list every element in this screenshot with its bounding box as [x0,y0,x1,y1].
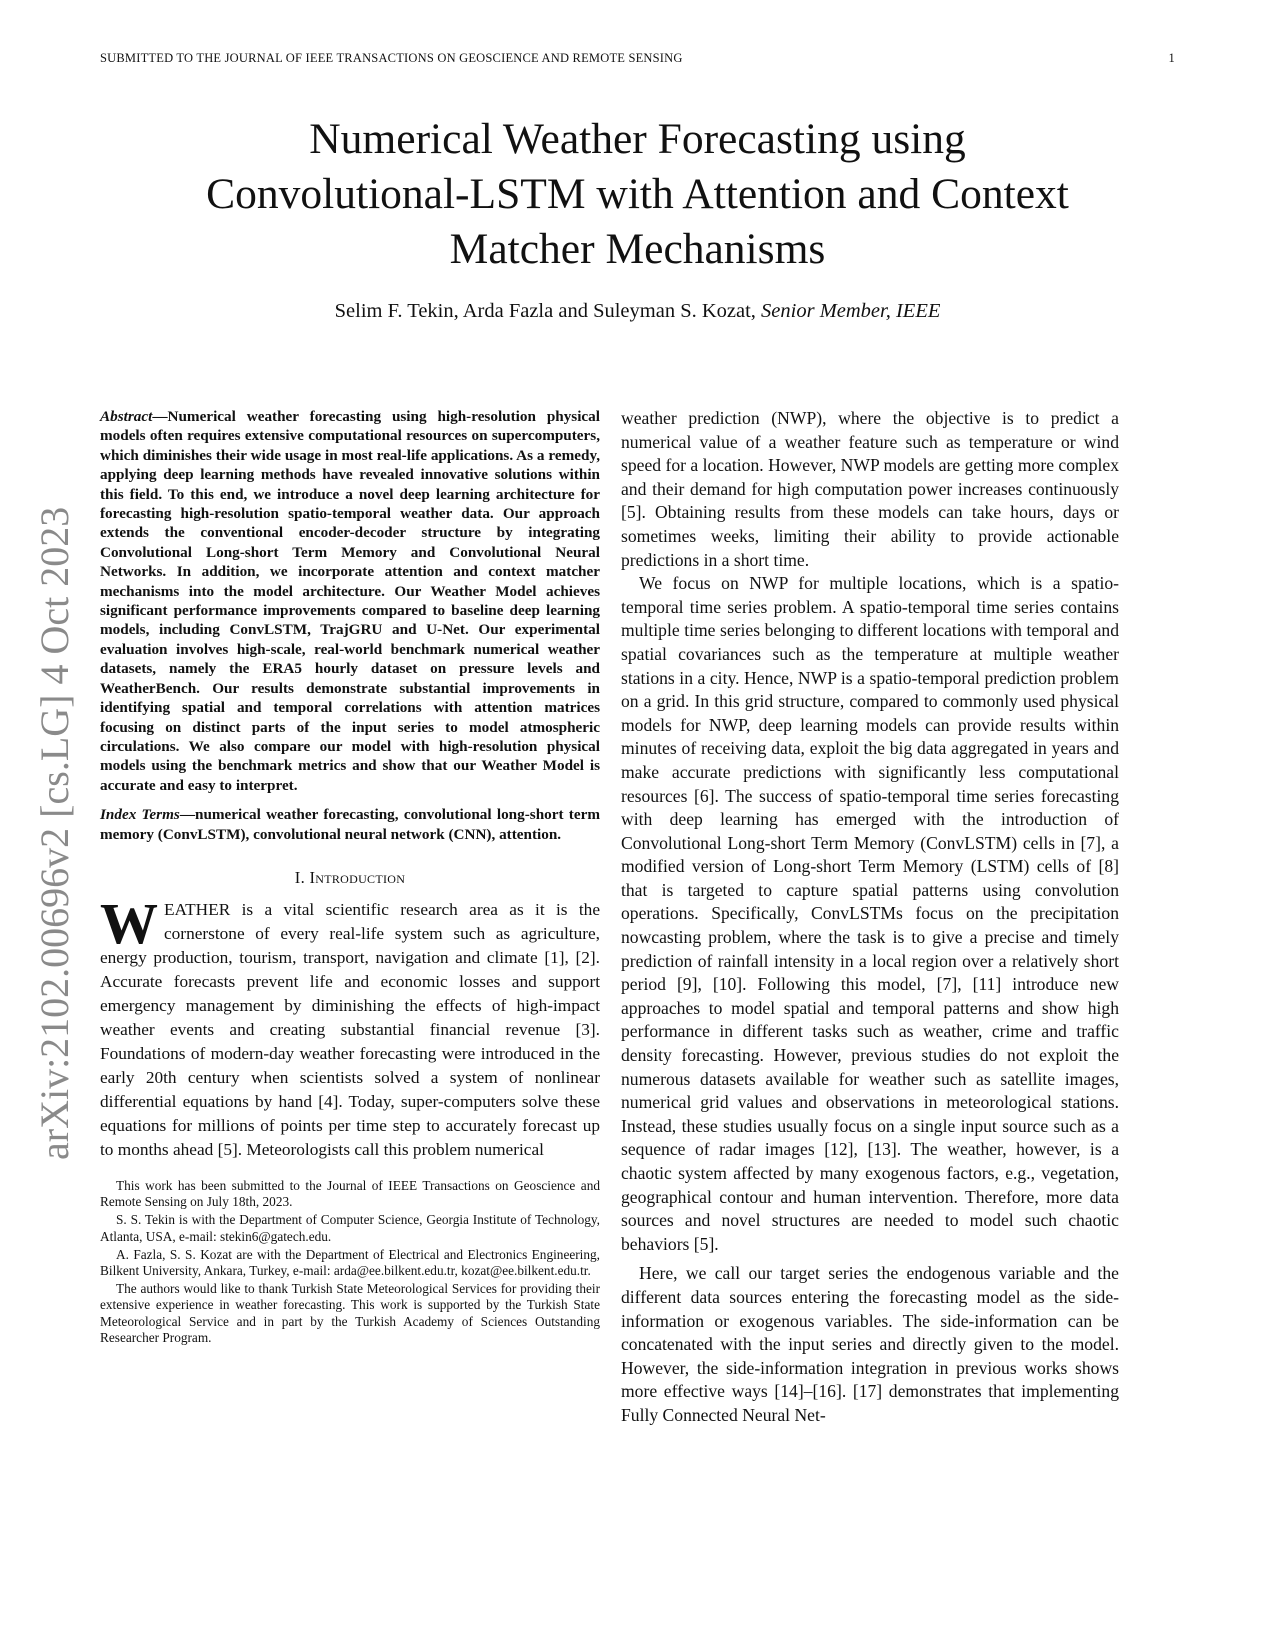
index-terms-text: —numerical weather forecasting, convolutional long-short term memory (ConvLSTM), convolutional neural network (CNN), attention. [100,806,600,843]
author-role: Senior Member, IEEE [761,300,941,322]
title-line: Numerical Weather Forecasting using [309,115,966,163]
intro-paragraph [100,890,600,1162]
intro-text: EATHER is a vital scientific research area as it is the cornerstone of every real-life system such as agriculture, energy production, tourism, transport, navigation and climate [1], [2]. Accurate forecasts prevent life and economic losses and support emergency management by diminishing the effects of high-impact weather events and creating substantial financial revenue [3]. Foundations of modern-day weather forecasting were introduced in the early 20th century when scientists solved a system of nonlinear differential equations by hand [4]. Today, super-computers solve these equations for millions of points per time step to accurately forecast up to months ahead [5]. Meteorologists call this problem numerical [100,899,600,1159]
title-line: Matcher Mechanisms [449,225,826,273]
running-header [100,51,1175,66]
abstract [100,407,600,795]
footnotes [100,1178,600,1346]
title-line: Convolutional-LSTM with Attention and Context [206,170,1069,218]
footnote: A. Fazla, S. S. Kozat are with the Department of Electrical and Electronics Engineering, Bilkent University, Ankara, Turkey, e-mail: arda@ee.bilkent.edu.tr, kozat@ee.bilkent.edu.tr. [100,1246,600,1278]
right-column [621,407,1119,1428]
abstract-lead: Abstract [100,408,153,425]
drop-cap: W [100,890,158,956]
body-paragraph: Here, we call our target series the endogenous variable and the different data sources entering the forecasting model as the side-information or exogenous variables. The side-information can be concatenated with the input series and directly given to the model. However, the side-information integration in previous works shows more effective ways [14]–[16]. [17] demonstrates that implementing Fully Connected Neural Net- [621,1263,1119,1425]
footnote: S. S. Tekin is with the Department of Computer Science, Georgia Institute of Technology, Atlanta, USA, e-mail: stekin6@gatech.edu. [100,1212,600,1244]
index-terms-lead: Index Terms [100,806,180,824]
footnote: This work has been submitted to the Journal of IEEE Transactions on Geoscience and Remote Sensing on July 18th, 2023. [100,1177,600,1210]
journal-name: SUBMITTED TO THE JOURNAL OF IEEE TRANSACTIONS ON GEOSCIENCE AND REMOTE SENSING [100,51,683,65]
paper-title [100,112,1175,277]
abstract-text: —Numerical weather forecasting using high-resolution physical models often requires extensive computational resources on supercomputers, which diminishes their wide usage in most real-life applications. As a remedy, applying deep learning methods have revealed innovative solutions within this field. To this end, we introduce a novel deep learning architecture for forecasting high-resolution spatio-temporal weather data. Our approach extends the conventional encoder-decoder structure by integrating Convolutional Long-short Term Memory and Convolutional Neural Networks. In addition, we incorporate attention and context matcher mechanisms into the model architecture. Our Weather Model achieves significant performance improvements compared to baseline deep learning models, including ConvLSTM, TrajGRU and U-Net. Our experimental evaluation involves high-scale, real-world benchmark numerical weather datasets, namely the ERA5 hourly dataset on pressure levels and WeatherBench. Our results demonstrate substantial improvements in identifying spatial and temporal correlations with attention matrices focusing on distinct parts of the input series to model atmospheric circulations. We also compare our model with high-resolution physical models using the benchmark metrics and show that our Weather Model is accurate and easy to interpret. [100,408,600,794]
index-terms [100,805,600,844]
body-paragraph: weather prediction (NWP), where the objective is to predict a numerical value of a weather feature such as temperature or wind speed for a location. However, NWP models are getting more complex and their demand for high computation power increases continuously [5]. Obtaining results from these models can take hours, days or sometimes weeks, limiting their ability to provide actionable predictions in a short time. [621,408,1119,570]
author-names: Selim F. Tekin, Arda Fazla and Suleyman S. Kozat, [334,300,756,322]
author-line [100,300,1175,323]
body-paragraph: We focus on NWP for multiple locations, which is a spatio-temporal time series problem. A spatio-temporal time series contains multiple time series belonging to different locations with temporal and spatial covariances such as the temperature at multiple weather stations in a city. Hence, NWP is a spatio-temporal prediction problem on a grid. In this grid structure, compared to commonly used physical models for NWP, deep learning models can provide results within minutes of receiving data, exploit the big data aggregated in years and make accurate predictions with significantly less computational resources [6]. The success of spatio-temporal time series forecasting with deep learning has emerged with the introduction of Convolutional Long-short Term Memory (ConvLSTM) cells in [7], a modified version of Long-short Term Memory (LSTM) cells of [8] that is targeted to capture spatial patterns using convolution operations. Specifically, ConvLSTMs focus on the precipitation nowcasting problem, where the task is to give a precise and timely prediction of rainfall intensity in a local region over a relatively short period [9], [10]. Following this model, [7], [11] introduce new approaches to model spatial and temporal patterns and show high performance in different tasks such as weather, crime and traffic density forecasting. However, previous studies do not exploit the numerous datasets available for weather such as satellite images, numerical grid values and observations in meteorological stations. Instead, these studies usually focus on a single input source such as a sequence of radar images [12], [13]. The weather, however, is a chaotic system affected by many exogenous factors, e.g., vegetation, geographical contour and human intervention. Therefore, more data sources and novel structures are needed to model such chaotic behaviors [5]. [621,573,1119,1254]
arxiv-stamp: arXiv:2102.00696v2 [cs.LG] 4 Oct 2023 [32,506,77,1160]
section-heading [100,866,600,890]
left-column [100,407,600,1348]
section-title: Introduction [309,867,406,887]
page-number: 1 [1168,51,1175,65]
footnote: The authors would like to thank Turkish State Meteorological Services for providing their extensive experience in weather forecasting. This work is supported by the Turkish State Meteorological Service and in part by the Turkish Academy of Sciences Outstanding Researcher Program. [100,1281,600,1345]
section-number: I. [294,867,306,887]
